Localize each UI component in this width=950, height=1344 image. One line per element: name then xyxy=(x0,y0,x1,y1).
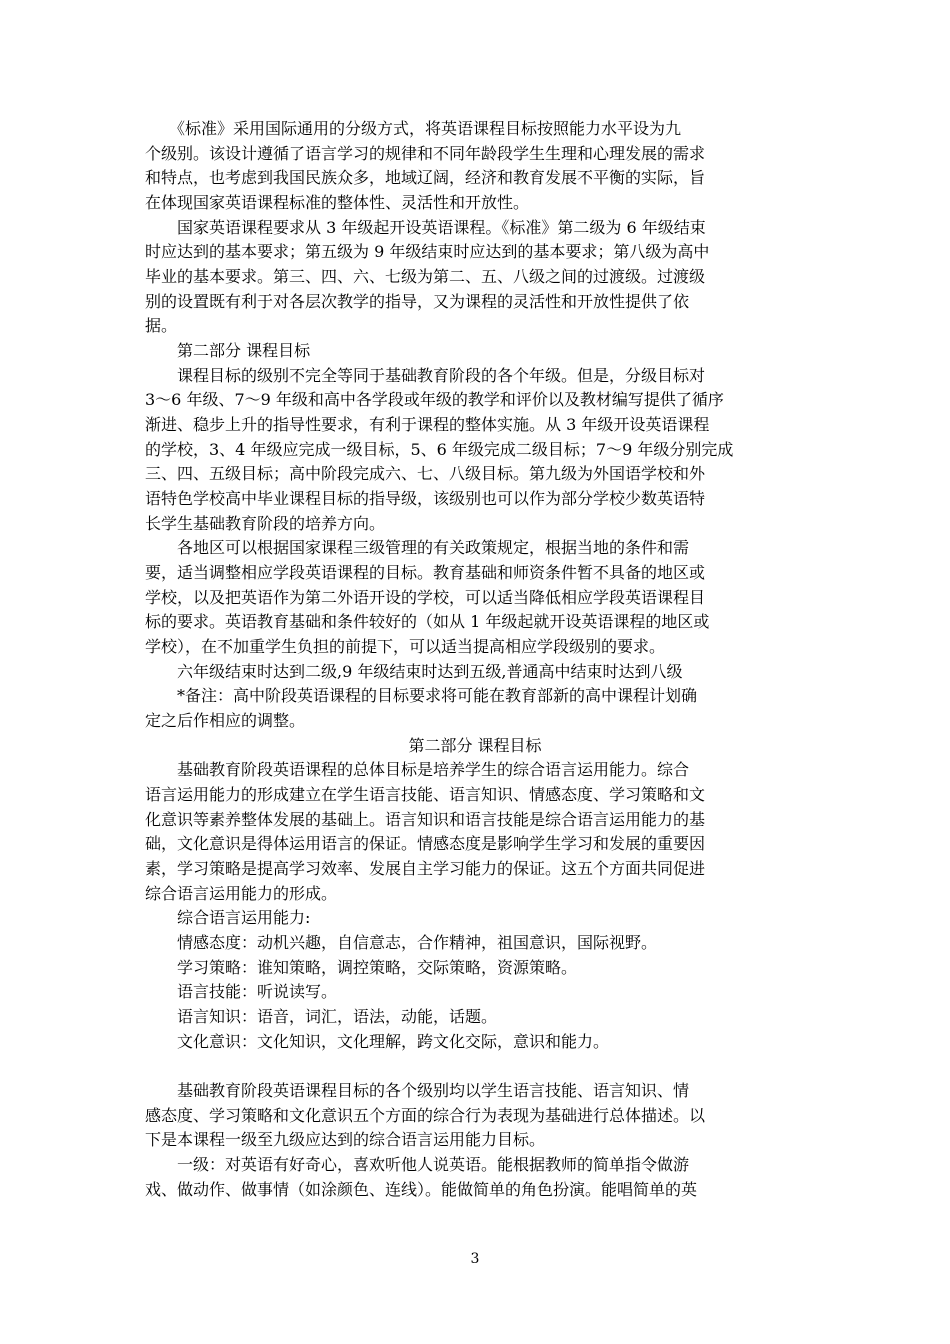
list-item: 语言技能：听说读写。 xyxy=(145,982,338,1001)
paragraph-line: 国家英语课程要求从 3 年级起开设英语课程。《标准》第二级为 6 年级结束 xyxy=(145,218,706,237)
paragraph-line: 六年级结束时达到二级,9 年级结束时达到五级,普通高中结束时达到八级 xyxy=(145,662,683,681)
list-item: 学习策略：谁知策略，调控策略，交际策略，资源策略。 xyxy=(145,958,578,977)
paragraph-line: 学校，以及把英语作为第二外语开设的学校，可以适当降低相应学段英语课程目 xyxy=(145,588,706,607)
paragraph-line: 长学生基础教育阶段的培养方向。 xyxy=(145,514,386,533)
paragraph-line: 感态度、学习策略和文化意识五个方面的综合行为表现为基础进行总体描述。以 xyxy=(145,1106,706,1125)
paragraph-line: 化意识等素养整体发展的基础上。语言知识和语言技能是综合语言运用能力的基 xyxy=(145,810,706,829)
paragraph-line: 下是本课程一级至九级应达到的综合语言运用能力目标。 xyxy=(145,1130,546,1149)
note-line: *备注：高中阶段英语课程的目标要求将可能在教育部新的高中课程计划确 xyxy=(145,686,698,705)
list-item: 语言知识：语音，词汇，语法，动能，话题。 xyxy=(145,1007,498,1026)
paragraph-line: 《标准》采用国际通用的分级方式，将英语课程目标按照能力水平设为九 xyxy=(145,119,682,138)
list-item: 文化意识：文化知识，文化理解，跨文化交际，意识和能力。 xyxy=(145,1032,610,1051)
paragraph-line: 据。 xyxy=(145,316,178,335)
paragraph-line: 在体现国家英语课程标准的整体性、灵活性和开放性。 xyxy=(145,193,530,212)
list-heading: 综合语言运用能力: xyxy=(145,908,311,927)
paragraph-line: 学校），在不加重学生负担的前提下，可以适当提高相应学段级别的要求。 xyxy=(145,637,666,656)
paragraph-line: 三、四、五级目标；高中阶段完成六、七、八级目标。第九级为外国语学校和外 xyxy=(145,464,706,483)
paragraph-line: 3～6 年级、7～9 年级和高中各学段或年级的教学和评价以及教材编写提供了循序 xyxy=(145,390,724,409)
section-heading: 第二部分 课程目标 xyxy=(145,341,311,360)
paragraph-line: 课程目标的级别不完全等同于基础教育阶段的各个年级。但是，分级目标对 xyxy=(145,366,706,385)
paragraph-line: 戏、做动作、做事情（如涂颜色、连线）。能做简单的角色扮演。能唱简单的英 xyxy=(145,1180,698,1199)
section-title: 第二部分 课程目标 xyxy=(408,736,542,755)
paragraph-line: 标的要求。英语教育基础和条件较好的（如从 1 年级起就开设英语课程的地区或 xyxy=(145,612,710,631)
paragraph-line: 础，文化意识是得体运用语言的保证。情感态度是影响学生学习和发展的重要因 xyxy=(145,834,706,853)
page-number: 3 xyxy=(470,1251,480,1267)
paragraph-line: 素，学习策略是提高学习效率、发展自主学习能力的保证。这五个方面共同促进 xyxy=(145,859,706,878)
paragraph-line: 各地区可以根据国家课程三级管理的有关政策规定，根据当地的条件和需 xyxy=(145,538,690,557)
paragraph-line: 基础教育阶段英语课程的总体目标是培养学生的综合语言运用能力。综合 xyxy=(145,760,690,779)
note-line: 定之后作相应的调整。 xyxy=(145,711,306,730)
paragraph-line: 基础教育阶段英语课程目标的各个级别均以学生语言技能、语言知识、情 xyxy=(145,1081,690,1100)
paragraph-line: 个级别。该设计遵循了语言学习的规律和不同年龄段学生生理和心理发展的需求 xyxy=(145,144,706,163)
paragraph-line: 要，适当调整相应学段英语课程的目标。教育基础和师资条件暂不具备的地区或 xyxy=(145,563,706,582)
paragraph-line: 毕业的基本要求。第三、四、六、七级为第二、五、八级之间的过渡级。过渡级 xyxy=(145,267,706,286)
paragraph-line: 时应达到的基本要求；第五级为 9 年级结束时应达到的基本要求；第八级为高中 xyxy=(145,242,710,261)
paragraph-line: 的学校，3、4 年级应完成一级目标，5、6 年级完成二级目标；7～9 年级分别完成 xyxy=(145,440,734,459)
list-item: 情感态度：动机兴趣，自信意志，合作精神，祖国意识，国际视野。 xyxy=(145,933,658,952)
paragraph-line: 语言运用能力的形成建立在学生语言技能、语言知识、情感态度、学习策略和文 xyxy=(145,785,706,804)
paragraph-line: 一级：对英语有好奇心，喜欢听他人说英语。能根据教师的简单指令做游 xyxy=(145,1155,690,1174)
paragraph-line: 和特点，也考虑到我国民族众多，地域辽阔，经济和教育发展不平衡的实际，旨 xyxy=(145,168,706,187)
paragraph-line: 综合语言运用能力的形成。 xyxy=(145,884,338,903)
paragraph-line: 别的设置既有利于对各层次教学的指导，又为课程的灵活性和开放性提供了依 xyxy=(145,292,690,311)
paragraph-line: 语特色学校高中毕业课程目标的指导级，该级别也可以作为部分学校少数英语特 xyxy=(145,489,706,508)
paragraph-line: 渐进、稳步上升的指导性要求，有利于课程的整体实施。从 3 年级开设英语课程 xyxy=(145,415,710,434)
